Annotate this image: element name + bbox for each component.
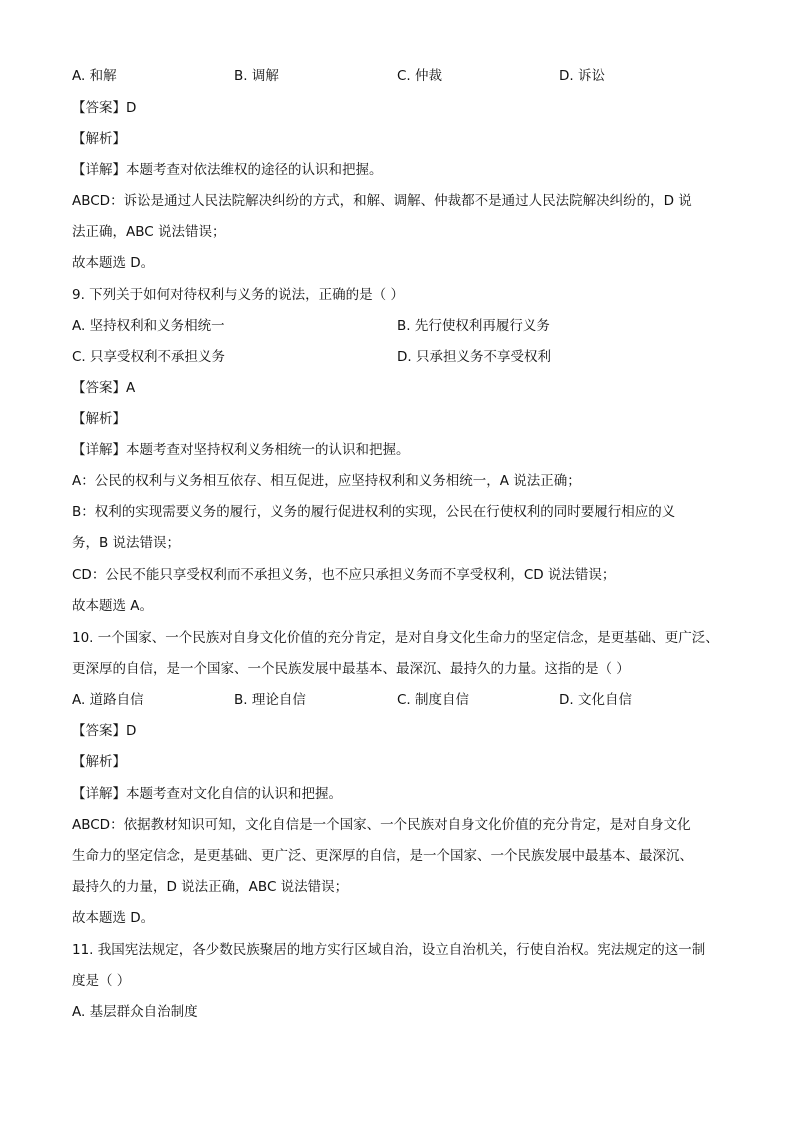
q9-explain-line-2: B：权利的实现需要义务的履行，义务的履行促进权利的实现，公民在行使权利的同时要履行相应的义	[72, 504, 676, 520]
q9-stem: 9. 下列关于如何对待权利与义务的说法，正确的是（ ）	[72, 287, 404, 303]
q8-explain-line-2: 法正确，ABC 说法错误；	[72, 224, 226, 240]
q11-stem-line-1: 11. 我国宪法规定，各少数民族聚居的地方实行区域自治，设立自治机关，行使自治权。宪法规定的这一制	[72, 942, 706, 958]
q11-option-a: A. 基层群众自治制度	[72, 1004, 198, 1020]
q8-option-b: B. 调解	[234, 68, 279, 84]
q8-option-a: A. 和解	[72, 68, 117, 84]
q11-stem-line-2: 度是（ ）	[72, 973, 131, 989]
q9-answer: 【答案】A	[72, 380, 136, 396]
q8-option-c: C. 仲裁	[397, 68, 443, 84]
q9-detail: 【详解】本题考查对坚持权利义务相统一的认识和把握。	[72, 442, 410, 458]
q8-explain-line-1: ABCD：诉讼是通过人民法院解决纠纷的方式，和解、调解、仲裁都不是通过人民法院解决纠纷的，D 说	[72, 193, 692, 209]
q10-analysis-label: 【解析】	[72, 754, 126, 770]
q10-explain-line-2: 生命力的坚定信念，是更基础、更广泛、更深厚的自信，是一个国家、一个民族发展中最基本、最深沉、	[72, 848, 693, 864]
q9-explain-line-4: CD：公民不能只享受权利而不承担义务，也不应只承担义务而不享受权利，CD 说法错误；	[72, 567, 616, 583]
q10-option-d: D. 文化自信	[559, 692, 632, 708]
q9-explain-line-3: 务，B 说法错误；	[72, 535, 181, 551]
q10-explain-line-1: ABCD：依据教材知识可知，文化自信是一个国家、一个民族对自身文化价值的充分肯定，是对自身文化	[72, 817, 691, 833]
q10-option-c: C. 制度自信	[397, 692, 470, 708]
q10-explain-line-3: 最持久的力量，D 说法正确，ABC 说法错误；	[72, 879, 349, 895]
q9-option-b: B. 先行使权利再履行义务	[397, 318, 550, 334]
q9-option-d: D. 只承担义务不享受权利	[397, 349, 551, 365]
q10-stem-line-1: 10. 一个国家、一个民族对自身文化价值的充分肯定，是对自身文化生命力的坚定信念，是更基础、更广泛、	[72, 630, 719, 646]
q10-stem-line-2: 更深厚的自信，是一个国家、一个民族发展中最基本、最深沉、最持久的力量。这指的是（ ）	[72, 661, 630, 677]
q9-analysis-label: 【解析】	[72, 411, 126, 427]
q10-option-b: B. 理论自信	[234, 692, 306, 708]
q9-option-a: A. 坚持权利和义务相统一	[72, 318, 225, 334]
q9-conclusion: 故本题选 A。	[72, 598, 154, 614]
q9-explain-line-1: A：公民的权利与义务相互依存、相互促进，应坚持权利和义务相统一，A 说法正确；	[72, 473, 581, 489]
q8-analysis-label: 【解析】	[72, 131, 126, 147]
q8-detail: 【详解】本题考查对依法维权的途径的认识和把握。	[72, 162, 383, 178]
q10-option-a: A. 道路自信	[72, 692, 144, 708]
q9-option-c: C. 只享受权利不承担义务	[72, 349, 226, 365]
q8-option-d: D. 诉讼	[559, 68, 605, 84]
q8-answer: 【答案】D	[72, 100, 137, 116]
q10-answer: 【答案】D	[72, 723, 137, 739]
q8-conclusion: 故本题选 D。	[72, 255, 155, 271]
q10-conclusion: 故本题选 D。	[72, 910, 155, 926]
q10-detail: 【详解】本题考查对文化自信的认识和把握。	[72, 786, 342, 802]
